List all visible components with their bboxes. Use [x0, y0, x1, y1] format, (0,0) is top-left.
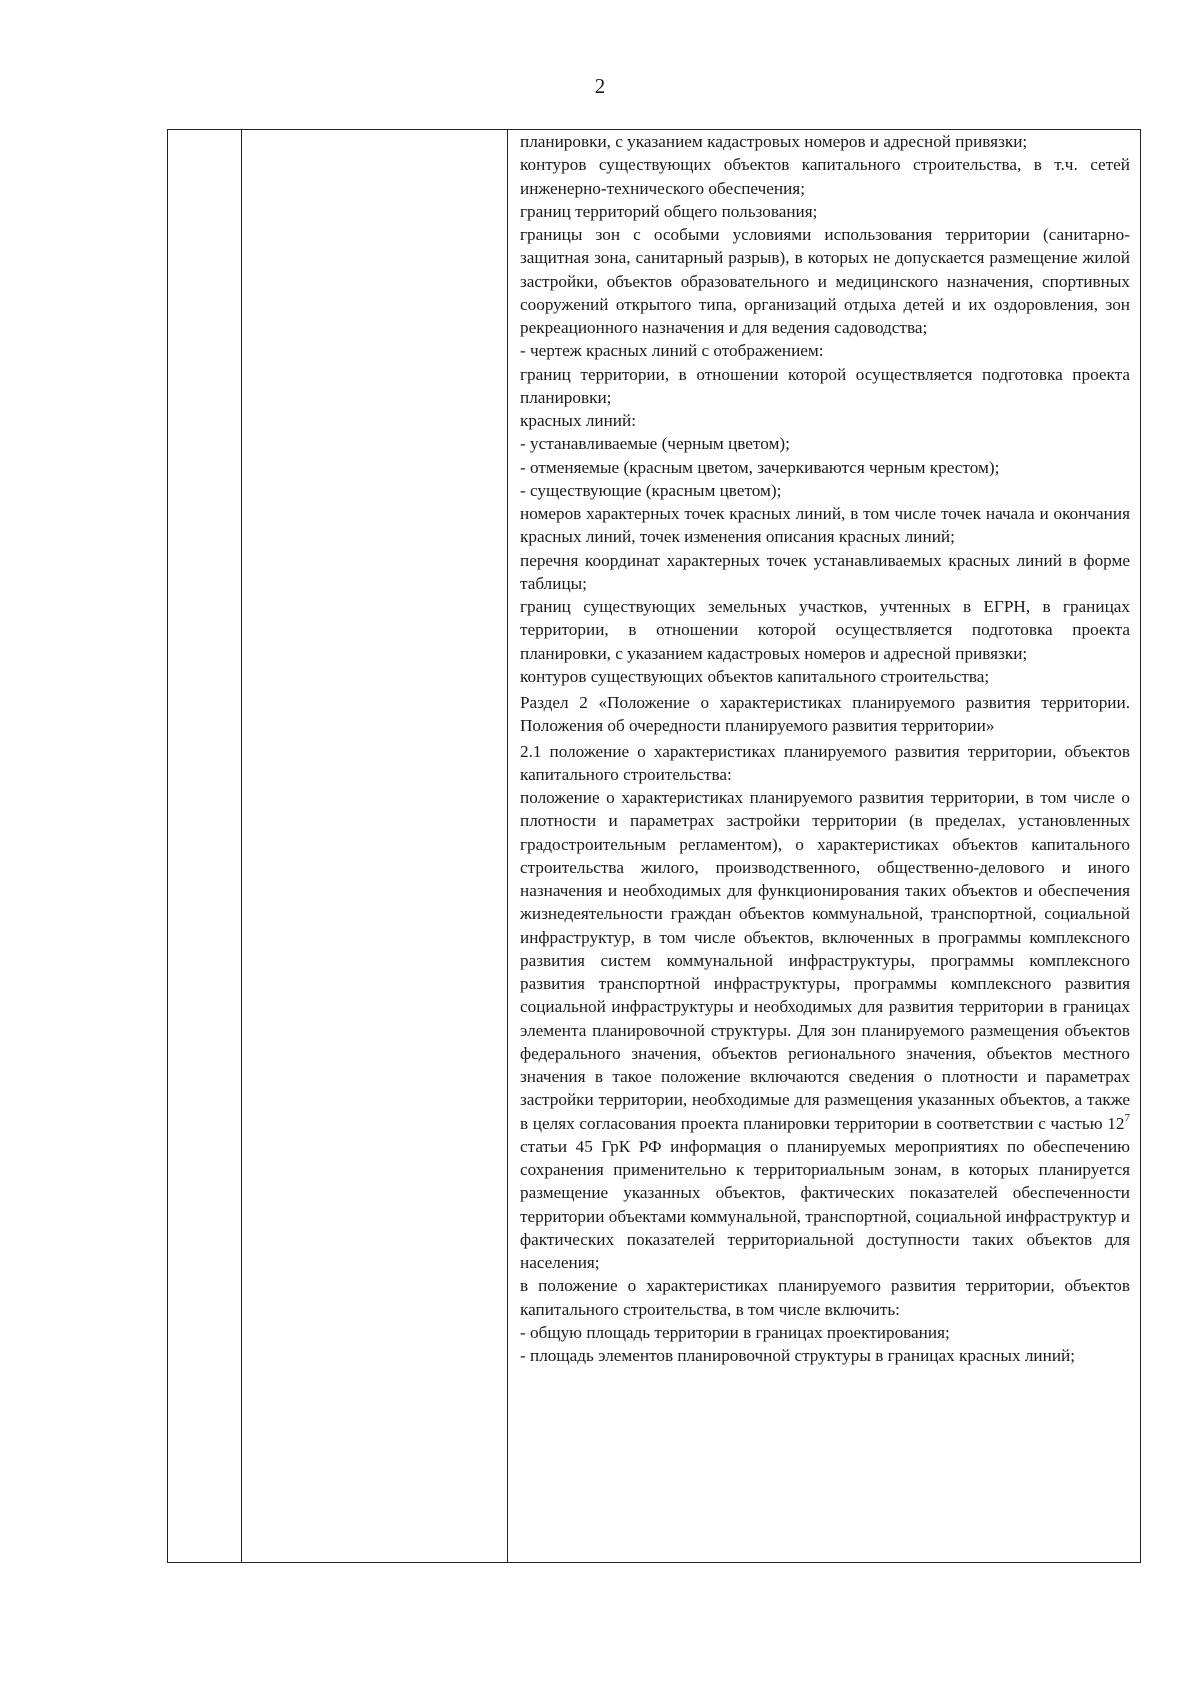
superscript: 7: [1124, 1111, 1130, 1124]
list-item: - отменяемые (красным цветом, зачеркиваются черным крестом);: [520, 457, 1000, 477]
paragraph: в положение о характеристиках планируемого развития территории, объектов капитального строительства, в том числе включить:: [520, 1276, 1130, 1319]
paragraph: номеров характерных точек красных линий, в том числе точек начала и окончания красных линий, точек изменения описания красных линий;: [520, 504, 1130, 547]
paragraph: контуров существующих объектов капитального строительства, в т.ч. сетей инженерно-технического обеспечения;: [520, 155, 1130, 198]
list-item: - площадь элементов планировочной структуры в границах красных линий;: [520, 1346, 1075, 1365]
paragraph: границ существующих земельных участков, учтенных в ЕГРН, в границах территории, в отношении которой осуществляется подготовка проекта планировки, с указанием кадастровых номеров и адресной привязки;: [520, 597, 1130, 663]
paragraph: границ территории, в отношении которой осуществляется подготовка проекта планировки;: [520, 364, 1130, 407]
long-paragraph-part-2: статьи 45 ГрК РФ информация о планируемых мероприятиях по обеспечению сохранения применительно к территориальным зонам, в которых планируется размещение указанных объектов, фактических показателей обеспеченности территории объектами коммунальной, транспортной, социальной инфраструктур и фактических показателей территориальной доступности таких объектов для населения;: [520, 1136, 1130, 1272]
paragraph: контуров существующих объектов капитального строительства;: [520, 666, 990, 686]
paragraph: планировки, с указанием кадастровых номеров и адресной привязки;: [520, 132, 1028, 151]
table-cell-number: [168, 130, 241, 1562]
page-number: 2: [594, 74, 606, 98]
paragraph: красных линий:: [520, 411, 636, 430]
table-cell-content: [507, 130, 1140, 1562]
section-heading: Раздел 2 «Положение о характеристиках планируемого развития территории. Положения об очередности планируемого развития территории»: [520, 693, 1130, 736]
list-item: - существующие (красным цветом);: [520, 480, 782, 500]
paragraph: - чертеж красных линий с отображением:: [520, 341, 824, 361]
long-paragraph-part-1: положение о характеристиках планируемого развития территории, в том числе о плотности и параметрах застройки территории (в пределах, установленных градостроительным регламентом), о характеристиках объектов капитального строительства жилого, производственного, общественно-делового и иного назначения и необходимых для функционирования таких объектов и обеспечения жизнедеятельности граждан объектов коммунальной, транспортной, социальной инфраструктур, в том числе объектов, включенных в программы комплексного развития систем коммунальной инфраструктуры, программы комплексного развития транспортной инфраструктуры, программы комплексного развития социальной инфраструктуры и необходимых для развития территории в границах элемента планировочной структуры. Для зон планируемого размещения объектов федерального значения, объектов регионального значения, объектов местного значения в такое положение включаются сведения о плотности и параметрах застройки территории, необходимые для размещения указанных объектов, а также в целях согласования проекта планировки территории в соответствии с частью 12: [520, 788, 1130, 1133]
subsection-heading: 2.1 положение о характеристиках планируемого развития территории, объектов капитального строительства:: [520, 741, 1130, 784]
paragraph: границ территорий общего пользования;: [520, 201, 818, 221]
paragraph: границы зон с особыми условиями использования территории (санитарно-защитная зона, санитарный разрыв), в которых не допускается размещение жилой застройки, объектов образовательного и медицинского назначения, спортивных сооружений открытого типа, организаций отдыха детей и их оздоровления, зон рекреационного назначения и для ведения садоводства;: [520, 225, 1130, 337]
list-item: - устанавливаемые (черным цветом);: [520, 434, 790, 454]
list-item: - общую площадь территории в границах проектирования;: [520, 1322, 950, 1342]
table-cell-name: [241, 130, 507, 1562]
long-paragraph: [520, 786, 1130, 1274]
paragraph: перечня координат характерных точек устанавливаемых красных линий в форме таблицы;: [520, 550, 1130, 593]
requirements-table: [167, 129, 1141, 1563]
